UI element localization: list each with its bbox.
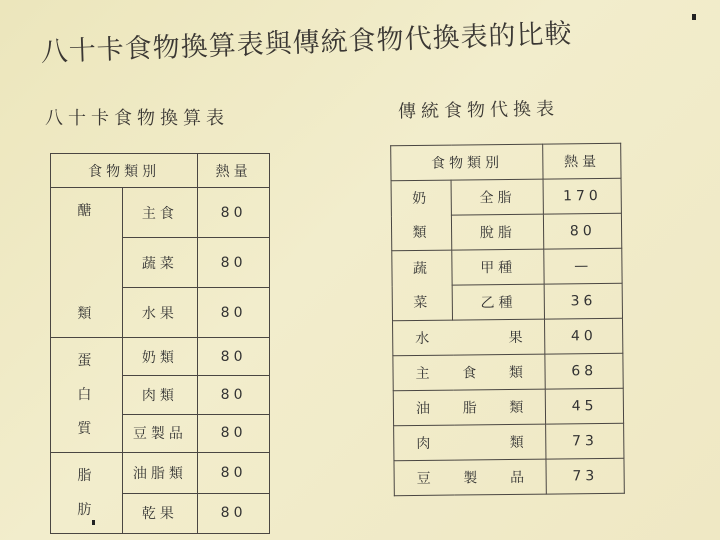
table-row: 豆 製 品 73: [394, 458, 624, 495]
group-label-carb: 醣 類: [51, 188, 123, 338]
table-row: 蛋 白 質 奶類 80: [51, 338, 270, 376]
header-category: 食物類別: [51, 154, 198, 188]
table-row: 奶 類 全脂 170: [391, 178, 621, 215]
table-header-row: [51, 154, 270, 188]
table-row: 蔬菜 80: [51, 238, 270, 288]
table-row: 主 食 類 68: [393, 353, 623, 390]
eighty-calorie-table: [50, 153, 270, 534]
table-row: 豆製品 80: [51, 414, 270, 452]
table-row: 油 脂 類 45: [393, 388, 623, 425]
table-header-row: [391, 143, 621, 180]
table-row: 蔬 菜 甲種 —: [392, 248, 622, 285]
table-row: 水果 80: [51, 288, 270, 338]
table-row: 水 果 40: [393, 318, 623, 355]
table-row: 醣 類 主食 80: [51, 188, 270, 238]
table-row: 脫脂 80: [391, 213, 621, 250]
table-row: 肉類 80: [51, 376, 270, 414]
right-table-title: 傳統食物代換表: [397, 98, 560, 123]
film-speck: [692, 14, 696, 20]
page-title: 八十卡食物換算表與傳統食物代換表的比較: [40, 18, 574, 68]
header-calories: 熱量: [198, 154, 270, 188]
group-label-protein: 蛋 白 質: [51, 338, 123, 453]
table-row: 肉 類 73: [394, 423, 624, 460]
table-row: 乙種 36: [392, 283, 622, 320]
film-speck: [92, 520, 95, 525]
table-row: 乾果 80: [51, 493, 270, 534]
header-category: 食物類別: [391, 144, 544, 181]
left-table-title: 八十卡食物換算表: [45, 108, 229, 129]
traditional-exchange-table: [390, 143, 625, 496]
group-label-milk: 奶 類: [391, 180, 452, 251]
header-calories: 熱量: [543, 143, 621, 179]
group-label-veg: 蔬 菜: [392, 250, 453, 321]
group-label-fat: 脂 肪: [51, 453, 123, 534]
table-row: 脂 肪 油脂類 80: [51, 453, 270, 494]
